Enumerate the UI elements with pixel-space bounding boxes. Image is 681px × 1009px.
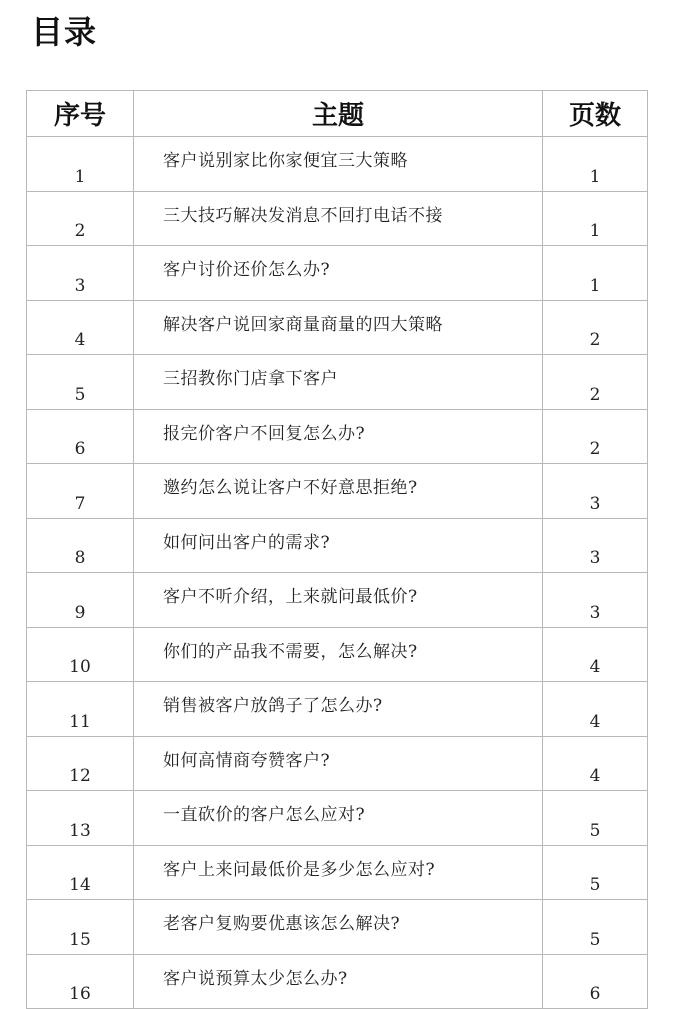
row-subject: 客户不听介绍，上来就问最低价? (134, 573, 543, 628)
row-number: 6 (27, 409, 134, 464)
table-row (27, 682, 648, 737)
header-number: 序号 (27, 91, 134, 137)
table-row (27, 736, 648, 791)
row-page: 2 (543, 300, 648, 355)
table-row (27, 845, 648, 900)
row-page: 6 (543, 954, 648, 1009)
row-subject: 邀约怎么说让客户不好意思拒绝? (134, 464, 543, 519)
table-row (27, 791, 648, 846)
row-number: 9 (27, 573, 134, 628)
table-row (27, 627, 648, 682)
row-number: 10 (27, 627, 134, 682)
row-number: 13 (27, 791, 134, 846)
table-row (27, 573, 648, 628)
row-page: 4 (543, 736, 648, 791)
page-title: 目录 (31, 13, 98, 51)
row-number: 4 (27, 300, 134, 355)
row-page: 2 (543, 409, 648, 464)
row-number: 11 (27, 682, 134, 737)
row-number: 7 (27, 464, 134, 519)
header-subject: 主题 (134, 91, 543, 137)
table-row (27, 518, 648, 573)
table-row (27, 355, 648, 410)
table-row (27, 464, 648, 519)
row-number: 3 (27, 246, 134, 301)
header-pages: 页数 (543, 91, 648, 137)
table-row (27, 246, 648, 301)
row-subject: 报完价客户不回复怎么办? (134, 409, 543, 464)
row-page: 5 (543, 845, 648, 900)
table-row (27, 137, 648, 192)
row-number: 15 (27, 900, 134, 955)
row-page: 2 (543, 355, 648, 410)
row-page: 1 (543, 246, 648, 301)
row-page: 4 (543, 682, 648, 737)
row-subject: 一直砍价的客户怎么应对? (134, 791, 543, 846)
row-subject: 三招教你门店拿下客户 (134, 355, 543, 410)
row-subject: 客户说预算太少怎么办? (134, 954, 543, 1009)
table-row (27, 300, 648, 355)
row-number: 14 (27, 845, 134, 900)
table-row (27, 900, 648, 955)
row-page: 1 (543, 137, 648, 192)
row-number: 8 (27, 518, 134, 573)
row-subject: 如何高情商夸赞客户? (134, 736, 543, 791)
row-page: 5 (543, 791, 648, 846)
row-subject: 客户说别家比你家便宜三大策略 (134, 137, 543, 192)
table-row (27, 409, 648, 464)
row-subject: 解决客户说回家商量商量的四大策略 (134, 300, 543, 355)
row-subject: 客户上来问最低价是多少怎么应对? (134, 845, 543, 900)
row-page: 1 (543, 191, 648, 246)
table-row (27, 191, 648, 246)
toc-table (26, 90, 648, 1009)
row-page: 5 (543, 900, 648, 955)
row-number: 2 (27, 191, 134, 246)
row-subject: 三大技巧解决发消息不回打电话不接 (134, 191, 543, 246)
row-number: 16 (27, 954, 134, 1009)
row-subject: 如何问出客户的需求? (134, 518, 543, 573)
row-subject: 销售被客户放鸽子了怎么办? (134, 682, 543, 737)
row-subject: 你们的产品我不需要，怎么解决? (134, 627, 543, 682)
row-number: 5 (27, 355, 134, 410)
table-row (27, 954, 648, 1009)
row-page: 3 (543, 573, 648, 628)
row-page: 3 (543, 464, 648, 519)
row-page: 4 (543, 627, 648, 682)
row-page: 3 (543, 518, 648, 573)
row-number: 1 (27, 137, 134, 192)
row-number: 12 (27, 736, 134, 791)
toc-header-row (27, 91, 648, 137)
row-subject: 客户讨价还价怎么办? (134, 246, 543, 301)
row-subject: 老客户复购要优惠该怎么解决? (134, 900, 543, 955)
